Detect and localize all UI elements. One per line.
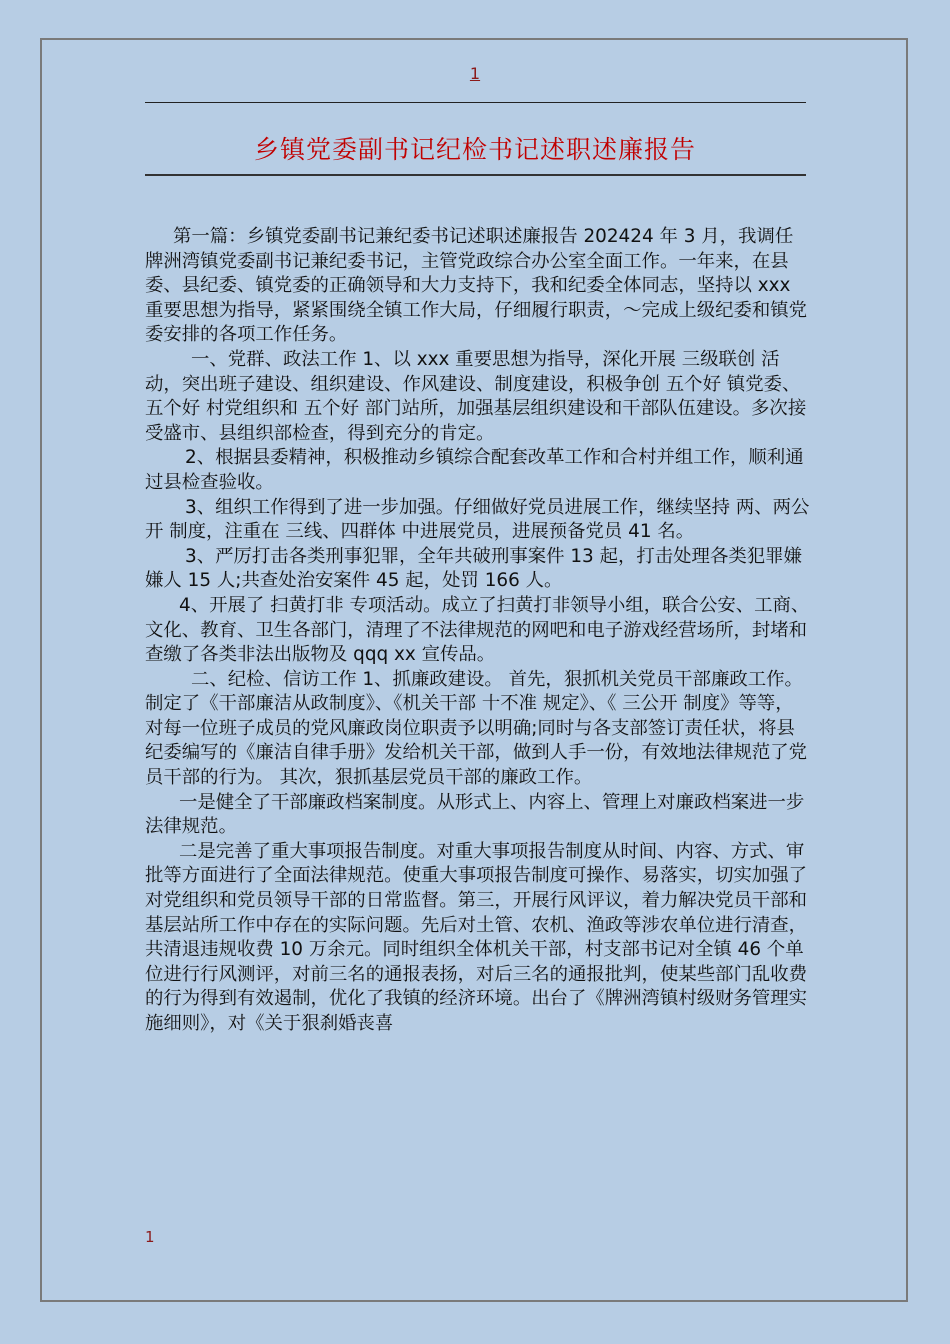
paragraph: 二、纪检、信访工作 1、抓廉政建设。 首先，狠抓机关党员干部廉政工作。制定了《干部廉洁从政制度》、《机关干部 十不准 规定》、《 三公开 制度》等等，对每一位班子成员的党风廉政岗位职责予以明确;同时与各支部签订责任状，将县纪委编写的《廉洁自律手册》发给机关干部，做到人手一份，有效地法律规范了党员干部的行为。 其次，狠抓基层党员干部的廉政工作。 — [145, 668, 808, 789]
footer-page-number: 1 — [145, 1228, 155, 1246]
paragraph: 3、严厉打击各类刑事犯罪，全年共破刑事案件 13 起，打击处理各类犯罪嫌嫌人 15 人;共查处治安案件 45 起，处罚 166 人。 — [145, 545, 802, 592]
paragraph: 4、开展了 扫黄打非 专项活动。成立了扫黄打非领导小组，联合公安、工商、文化、教育、卫生各部门，清理了不法律规范的网吧和电子游戏经营场所，封堵和查缴了各类非法出版物及 qqq xx 宣传品。 — [145, 594, 810, 666]
document-body — [145, 225, 810, 1037]
document-title: 乡镇党委副书记纪检书记述职述廉报告 — [253, 135, 696, 164]
header-rule — [145, 102, 806, 103]
paragraph: 第一篇：乡镇党委副书记兼纪委书记述职述廉报告 202424 年 3 月，我调任牌洲湾镇党委副书记兼纪委书记，主管党政综合办公室全面工作。一年来，在县委、县纪委、镇党委的正确领导和大力支持下，我和纪委全体同志，坚持以 xxx 重要思想为指导，紧紧围绕全镇工作大局，仔细履行职责，～完成上级纪委和镇党委安排的各项工作任务。 — [145, 226, 808, 346]
paragraph: 二是完善了重大事项报告制度。对重大事项报告制度从时间、内容、方式、审批等方面进行了全面法律规范。使重大事项报告制度可操作、易落实，切实加强了对党组织和党员领导干部的日常监督。第三，开展行风评议，着力解决党员干部和基层站所工作中存在的实际问题。先后对土管、农机、渔政等涉农单位进行清查，共清退违规收费 10 万余元。同时组织全体机关干部，村支部书记对全镇 46 个单位进行行风测评，对前三名的通报表扬，对后三名的通报批判，使某些部门乱收费的行为得到有效遏制，优化了我镇的经济环境。出台了《牌洲湾镇村级财务管理实施细则》，对《关于狠刹婚丧喜 — [145, 840, 808, 1034]
header-page-number: 1 — [469, 64, 481, 83]
paragraph: 3、组织工作得到了进一步加强。仔细做好党员进展工作，继续坚持 两、两公开 制度，注重在 三线、四群体 中进展党员，进展预备党员 41 名。 — [145, 496, 810, 543]
paragraph: 一是健全了干部廉政档案制度。从形式上、内容上、管理上对廉政档案进一步法律规范。 — [145, 791, 805, 838]
paragraph: 一、党群、政法工作 1、以 xxx 重要思想为指导，深化开展 三级联创 活动，突出班子建设、组织建设、作风建设、制度建设，积极争创 五个好 镇党委、 五个好 村党组织和 五个好 部门站所，加强基层组织建设和干部队伍建设。多次接受盛市、县组织部检查，得到充分的肯定。 — [145, 348, 807, 444]
paragraph: 2、根据县委精神，积极推动乡镇综合配套改革工作和合村并组工作，顺利通过县检查验收。 — [145, 447, 804, 493]
title-rule — [145, 174, 806, 176]
